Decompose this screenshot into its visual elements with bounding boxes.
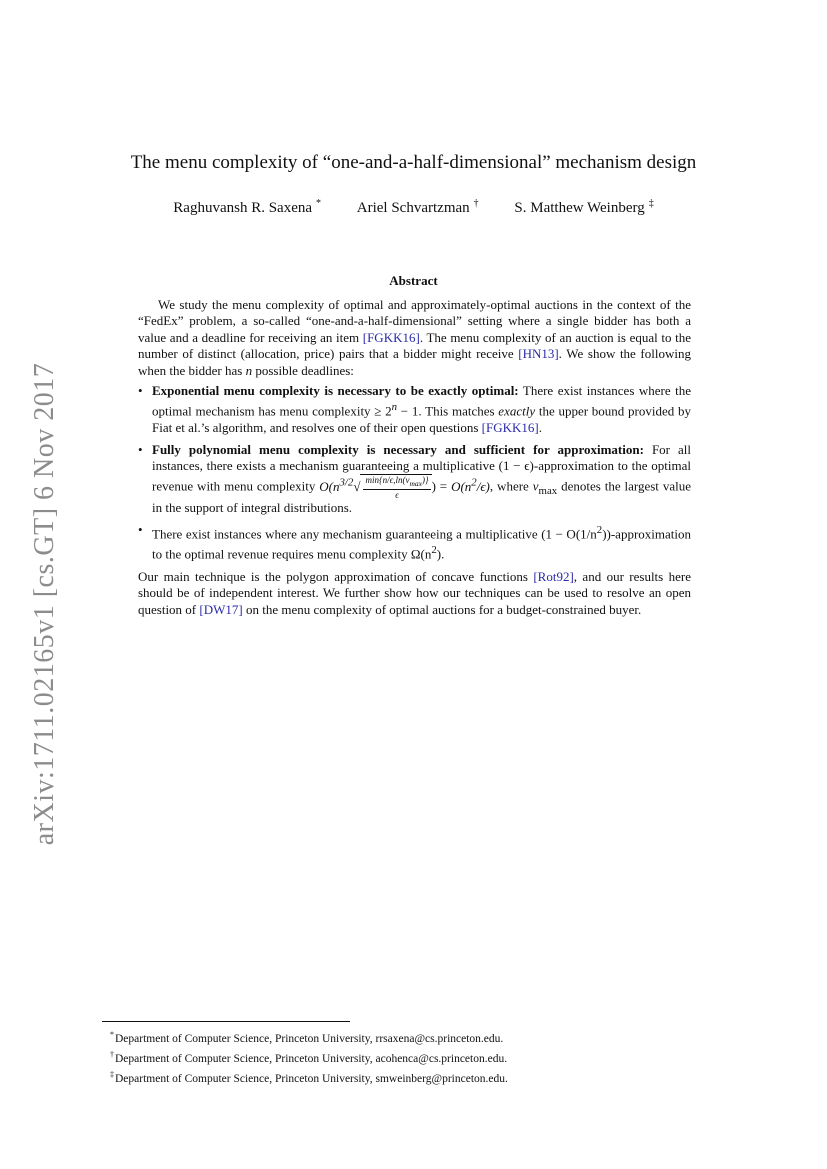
text-span: There exist instances where any mechanism guaranteeing a multiplicative (1 − O(1/n: [152, 525, 597, 541]
math-sub: max: [538, 485, 558, 498]
author-list: [0, 198, 827, 217]
text-span: There exist instances where the optimal mechanism has menu complexity ≥ 2: [152, 383, 691, 419]
text-span: possible deadlines:: [252, 362, 354, 378]
math-text: O(n: [319, 478, 340, 494]
footnote-marker[interactable]: *: [316, 198, 322, 209]
footnotes: [110, 1027, 508, 1086]
abstract-heading: Abstract: [389, 273, 438, 288]
math-sup: 2: [596, 523, 603, 536]
footnote-marker[interactable]: †: [473, 198, 479, 209]
math-sup: n: [391, 401, 398, 414]
math-variable: v: [532, 478, 539, 494]
math-sup: 2: [431, 544, 437, 557]
text-span: . The menu complexity of an auction is equal to the number of distinct (allocation, price) pairs that a bidder might receive: [138, 329, 691, 362]
abstract-paragraph: [138, 297, 691, 379]
math-expression: [451, 476, 490, 494]
math-text: /ϵ): [476, 478, 490, 494]
list-item: [138, 522, 691, 563]
author-name: Ariel Schvartzman: [356, 200, 470, 216]
text-span: the upper bound provided by Fiat et al.’s algorithm, and resolves one of their open questions: [152, 403, 691, 436]
text-span: For all instances, there exists a mechanism guaranteeing a multiplicative (1 − ϵ)-approximation to the optimal revenue with menu complexity: [152, 441, 692, 494]
bullet-icon: •: [138, 521, 143, 537]
emphasis: exactly: [498, 403, 536, 419]
citation-link[interactable]: [Rot92]: [533, 569, 574, 585]
fraction: [363, 475, 430, 500]
arxiv-identifier-stamp: arXiv:1711.02165v1 [cs.GT] 6 Nov 2017: [29, 362, 60, 846]
text-span: Our main technique is the polygon approximation of concave functions: [138, 569, 534, 585]
text-span: ).: [436, 546, 445, 562]
text-span: ) =: [431, 478, 452, 494]
fraction-denominator: ϵ: [395, 490, 399, 501]
text-span: . We show the following when the bidder has: [138, 346, 691, 378]
text-span: .: [538, 420, 542, 436]
math-variable: n: [245, 362, 253, 378]
footnote-text: Department of Computer Science, Princeton University, smweinberg@princeton.edu.: [115, 1072, 508, 1085]
math-expression: [319, 475, 431, 501]
author-name: Raghuvansh R. Saxena: [173, 200, 313, 216]
citation-link[interactable]: [FGKK16]: [362, 329, 420, 345]
list-item: [138, 383, 691, 437]
text-span: − 1. This matches: [397, 403, 499, 419]
citation-link[interactable]: [FGKK16]: [481, 420, 539, 436]
text-span: , where: [489, 478, 533, 494]
bullet-heading: Exponential menu complexity is necessary to be exactly optimal:: [152, 383, 519, 399]
text-span: We study the menu complexity of optimal and approximately-optimal auctions in the context of the “FedEx” problem, a so-called “one-and-a-half-dimensional” setting where a single bidder has both a value and a deadline for receiving an item: [138, 297, 691, 345]
abstract-paragraph: [138, 569, 691, 618]
author-name: S. Matthew Weinberg: [514, 200, 645, 216]
author-3: [514, 198, 653, 217]
footnote-text: Department of Computer Science, Princeton University, acohenca@cs.princeton.edu.: [115, 1052, 508, 1065]
sqrt-body: [360, 474, 431, 500]
footnote: [110, 1027, 508, 1047]
author-1: [173, 198, 321, 217]
footnote-marker: ‡: [110, 1069, 114, 1079]
math-text: O(n: [451, 478, 472, 494]
bullet-icon: •: [138, 383, 143, 399]
footnote-divider: [102, 1021, 350, 1022]
text-span: denotes the largest value in the support of integral distributions.: [152, 478, 691, 516]
bullet-heading: Fully polynomial menu complexity is necessary and sufficient for approximation:: [152, 441, 644, 457]
list-item: [138, 442, 691, 517]
fraction-numerator: [363, 475, 430, 490]
footnote-marker: †: [110, 1049, 114, 1059]
citation-link[interactable]: [DW17]: [199, 601, 243, 617]
footnote: [110, 1047, 508, 1067]
bullet-icon: •: [138, 441, 143, 457]
footnote-text: Department of Computer Science, Princeton University, rrsaxena@cs.princeton.edu.: [115, 1032, 504, 1045]
results-list: [138, 383, 691, 563]
footnote-marker: *: [110, 1030, 114, 1039]
math-sub: max: [409, 479, 422, 489]
footnote: [110, 1067, 508, 1087]
math-text: min{n/ϵ,ln(v: [365, 475, 410, 486]
math-sup: 2: [471, 476, 477, 489]
paper-title: The menu complexity of “one-and-a-half-dimensional” mechanism design: [130, 152, 697, 173]
math-text: )}: [421, 475, 429, 486]
text-span: , and our results here should be of independent interest. We further show how our techniques can be used to resolve an open question of: [138, 569, 691, 617]
author-2: [357, 198, 479, 217]
sqrt-icon: √: [353, 478, 361, 494]
math-sup: 3/2: [339, 476, 354, 489]
footnote-marker[interactable]: ‡: [648, 198, 654, 209]
text-span: on the menu complexity of optimal auctions for a budget-constrained buyer.: [242, 601, 642, 617]
abstract-body: [138, 297, 691, 618]
citation-link[interactable]: [HN13]: [518, 346, 559, 362]
text-span: ))-approximation to the optimal revenue requires menu complexity Ω(n: [152, 525, 691, 562]
